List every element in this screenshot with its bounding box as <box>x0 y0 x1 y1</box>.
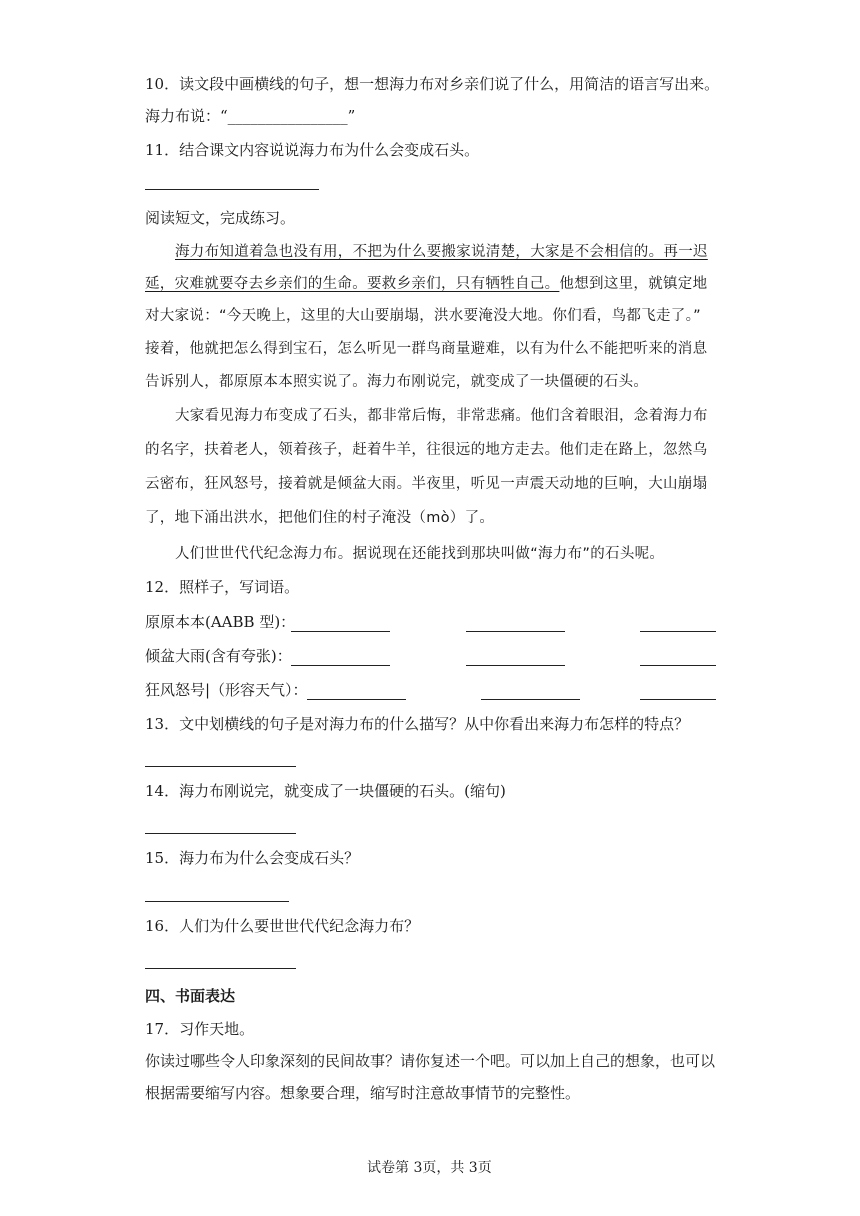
answer-suffix: ” <box>347 107 356 125</box>
passage-underlined-line-2: 延，灾难就要夺去乡亲们的生命。要救乡亲们，只有牺牲自己。 <box>145 276 560 292</box>
q12-row-3-blank-1[interactable] <box>307 699 406 700</box>
passage-line-5: 告诉别人，都原原本本照实说了。海力布刚说完，就变成了一块僵硬的石头。 <box>145 374 649 390</box>
passage-line-7: 的名字，扶着老人，领着孩子，赶着牛羊，往很远的地方走去。他们走在路上，忽然乌 <box>145 442 708 458</box>
q12-row-2-blank-1[interactable] <box>291 665 390 666</box>
answer-line-q11[interactable] <box>145 189 319 190</box>
question-10: 10．读文段中画横线的句子，想一想海力布对乡亲们说了什么，用简洁的语言写出来。 <box>145 75 720 93</box>
q12-row-2-blank-3[interactable] <box>640 665 716 666</box>
answer-line-q16[interactable] <box>145 968 296 969</box>
reading-intro: 阅读短文，完成练习。 <box>145 209 296 227</box>
q12-row-1-label: 原原本本(AABB 型)： <box>145 613 296 631</box>
section-title: 四、书面表达 <box>145 987 236 1005</box>
page-footer: 试卷第 3页，共 3页 <box>367 1160 492 1176</box>
question-13: 13．文中划横线的句子是对海力布的什么描写？从中你看出来海力布怎样的特点？ <box>145 715 690 733</box>
answer-line-q13[interactable] <box>145 766 296 767</box>
q12-row-2-label: 倾盆大雨(含有夸张)： <box>145 647 292 665</box>
q12-row-3-label: 狂风怒号|（形容天气）： <box>145 681 308 699</box>
passage-line-3: 对大家说：“今天晚上，这里的大山要崩塌，洪水要淹没大地。你们看，鸟都飞走了。” <box>145 308 701 324</box>
question-16: 16．人们为什么要世世代代纪念海力布？ <box>145 917 420 935</box>
passage-text: 他想到这里，就镇定地 <box>559 276 708 292</box>
answer-line-q14[interactable] <box>145 833 296 834</box>
passage-line-6: 大家看见海力布变成了石头，都非常后悔，非常悲痛。他们含着眼泪，念着海力布 <box>175 408 708 424</box>
question-17: 17．习作天地。 <box>145 1020 255 1038</box>
question-17-prompt-line-2: 根据需要缩写内容。想象要合理，缩写时注意故事情节的完整性。 <box>145 1084 581 1102</box>
question-12: 12．照样子，写词语。 <box>145 578 300 596</box>
q12-row-1-blank-1[interactable] <box>291 631 390 632</box>
passage-line-8: 云密布，狂风怒号，接着就是倾盆大雨。半夜里，听见一声震天动地的巨响，大山崩塌 <box>145 476 708 492</box>
answer-prefix: 海力布说：“ <box>145 107 228 125</box>
question-14: 14．海力布刚说完，就变成了一块僵硬的石头。(缩句) <box>145 782 506 800</box>
answer-line-q15[interactable] <box>145 901 289 902</box>
q12-row-1-blank-2[interactable] <box>466 631 565 632</box>
question-15: 15．海力布为什么会变成石头？ <box>145 849 360 867</box>
q12-row-3-blank-3[interactable] <box>640 699 716 700</box>
question-10-answer-line <box>145 106 355 126</box>
passage-line-4: 接着，他就把怎么得到宝石，怎么听见一群鸟商量避难，以有为什么不能把听来的消息 <box>145 341 708 357</box>
passage-line-10: 人们世世代代纪念海力布。据说现在还能找到那块叫做“海力布”的石头呢。 <box>175 546 665 562</box>
passage-line-9: 了，地下涌出洪水，把他们住的村子淹没（mò）了。 <box>145 510 495 526</box>
passage-underlined-line-1: 海力布知道着急也没有用，不把为什么要搬家说清楚，大家是不会相信的。再一迟 <box>175 244 708 260</box>
q12-row-2-blank-2[interactable] <box>466 665 565 666</box>
answer-blank[interactable]: ________________ <box>227 107 348 125</box>
passage-line-2 <box>145 274 707 294</box>
question-11: 11．结合课文内容说说海力布为什么会变成石头。 <box>145 141 480 159</box>
q12-row-1-blank-3[interactable] <box>640 631 716 632</box>
question-17-prompt-line-1: 你读过哪些令人印象深刻的民间故事？请你复述一个吧。可以加上自己的想象，也可以 <box>145 1052 716 1070</box>
q12-row-3-blank-2[interactable] <box>481 699 580 700</box>
